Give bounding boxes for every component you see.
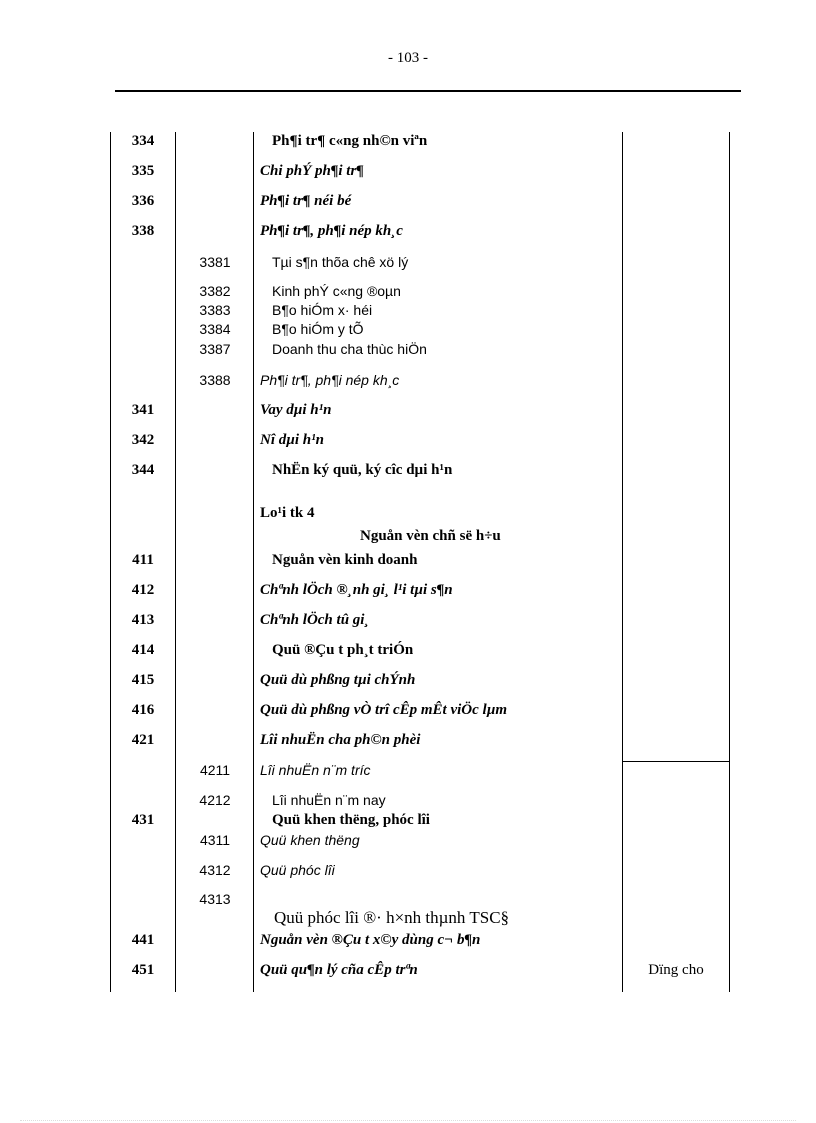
account-name: Tµi s¶n thõa chê xö lý — [272, 254, 409, 270]
account-code: 338 — [131, 223, 155, 239]
account-name: Nî dµi h¹n — [260, 432, 324, 448]
sub-account-code: 4312 — [199, 862, 231, 878]
account-code: 415 — [131, 672, 155, 688]
account-code: 336 — [131, 193, 155, 209]
account-name: B¶o hiÓm y tÕ — [272, 321, 364, 337]
sub-account-code: 3383 — [199, 302, 231, 318]
account-name: Chªnh lÖch tû gi¸ — [260, 612, 370, 628]
sub-account-code: 3387 — [199, 341, 231, 357]
table-border-col3 — [253, 132, 254, 992]
sub-account-code: 3388 — [199, 372, 231, 388]
account-code: 335 — [131, 163, 155, 179]
account-code: 431 — [131, 812, 155, 828]
account-name: Lîi nhuËn cha ph©n phèi — [260, 732, 421, 748]
account-name: Quü qu¶n lý cña cÊp trªn — [260, 962, 418, 978]
account-name: Nguån vèn chñ së h÷u — [360, 528, 501, 544]
account-code: 412 — [131, 582, 155, 598]
sub-account-code: 4211 — [199, 762, 231, 778]
sub-account-code: 3384 — [199, 321, 231, 337]
account-code: 416 — [131, 702, 155, 718]
sub-account-code: 4313 — [199, 891, 231, 907]
account-name: Quü phóc lîi ®· h×nh thµnh TSC§ — [274, 908, 510, 927]
account-code: 334 — [131, 133, 155, 149]
account-code: 414 — [131, 642, 155, 658]
account-name: Nguån vèn kinh doanh — [272, 552, 418, 568]
account-name: Lîi nhuËn n¨m nay — [272, 792, 386, 808]
account-name: Chªnh lÖch ®¸nh gi¸ l¹i tµi s¶n — [260, 582, 453, 598]
table-border-left — [110, 132, 111, 992]
account-name: Ph¶i tr¶, ph¶i nép kh¸c — [260, 223, 403, 239]
page-number: - 103 - — [388, 50, 428, 66]
note-column-divider — [622, 761, 729, 762]
account-code: 421 — [131, 732, 155, 748]
account-code: 441 — [131, 932, 155, 948]
header-rule — [115, 90, 741, 92]
account-name: Quü khen thëng, phóc lîi — [272, 812, 430, 828]
account-code: 411 — [132, 552, 154, 568]
account-code: 344 — [131, 462, 155, 478]
account-name: Lo¹i tk 4 — [260, 505, 315, 521]
account-name: Chi phÝ ph¶i tr¶ — [260, 163, 364, 179]
account-name: Quü dù phßng vÒ trî cÊp mÊt viÖc lµm — [260, 702, 508, 718]
account-name: Vay dµi h¹n — [260, 402, 332, 418]
account-name: Nguån vèn ®Çu t x©y dùng c¬ b¶n — [260, 932, 481, 948]
note-text: Dïng cho — [648, 962, 704, 978]
page-bottom-edge — [20, 1120, 796, 1121]
account-name: Quü dù phßng tµi chÝnh — [260, 672, 416, 688]
account-code: 342 — [131, 432, 155, 448]
table-border-col2 — [175, 132, 176, 992]
account-name: Ph¶i tr¶ c«ng nh©n viªn — [272, 133, 428, 149]
account-name: Lîi nhuËn n¨m tríc — [260, 762, 371, 778]
sub-account-code: 3381 — [199, 254, 231, 270]
sub-account-code: 4212 — [199, 792, 231, 808]
account-name: Quü phóc lîi — [260, 862, 335, 878]
account-name: Quü khen thëng — [260, 832, 360, 848]
account-name: NhËn ký quü, ký cîc dµi h¹n — [272, 462, 453, 478]
sub-account-code: 3382 — [199, 283, 231, 299]
account-name: B¶o hiÓm x· héi — [272, 302, 373, 318]
account-code: 451 — [131, 962, 155, 978]
account-name: Kinh phÝ c«ng ®oµn — [272, 283, 401, 299]
sub-account-code: 4311 — [199, 832, 231, 848]
table-border-right — [729, 132, 730, 992]
account-name: Quü ®Çu t ph¸t triÓn — [272, 642, 414, 658]
account-name: Ph¶i tr¶, ph¶i nép kh¸c — [260, 372, 400, 388]
account-name: Doanh thu cha thùc hiÖn — [272, 341, 427, 357]
account-name: Ph¶i tr¶ néi bé — [260, 193, 352, 209]
account-code: 413 — [131, 612, 155, 628]
table-border-col4 — [622, 132, 623, 992]
account-code: 341 — [131, 402, 155, 418]
